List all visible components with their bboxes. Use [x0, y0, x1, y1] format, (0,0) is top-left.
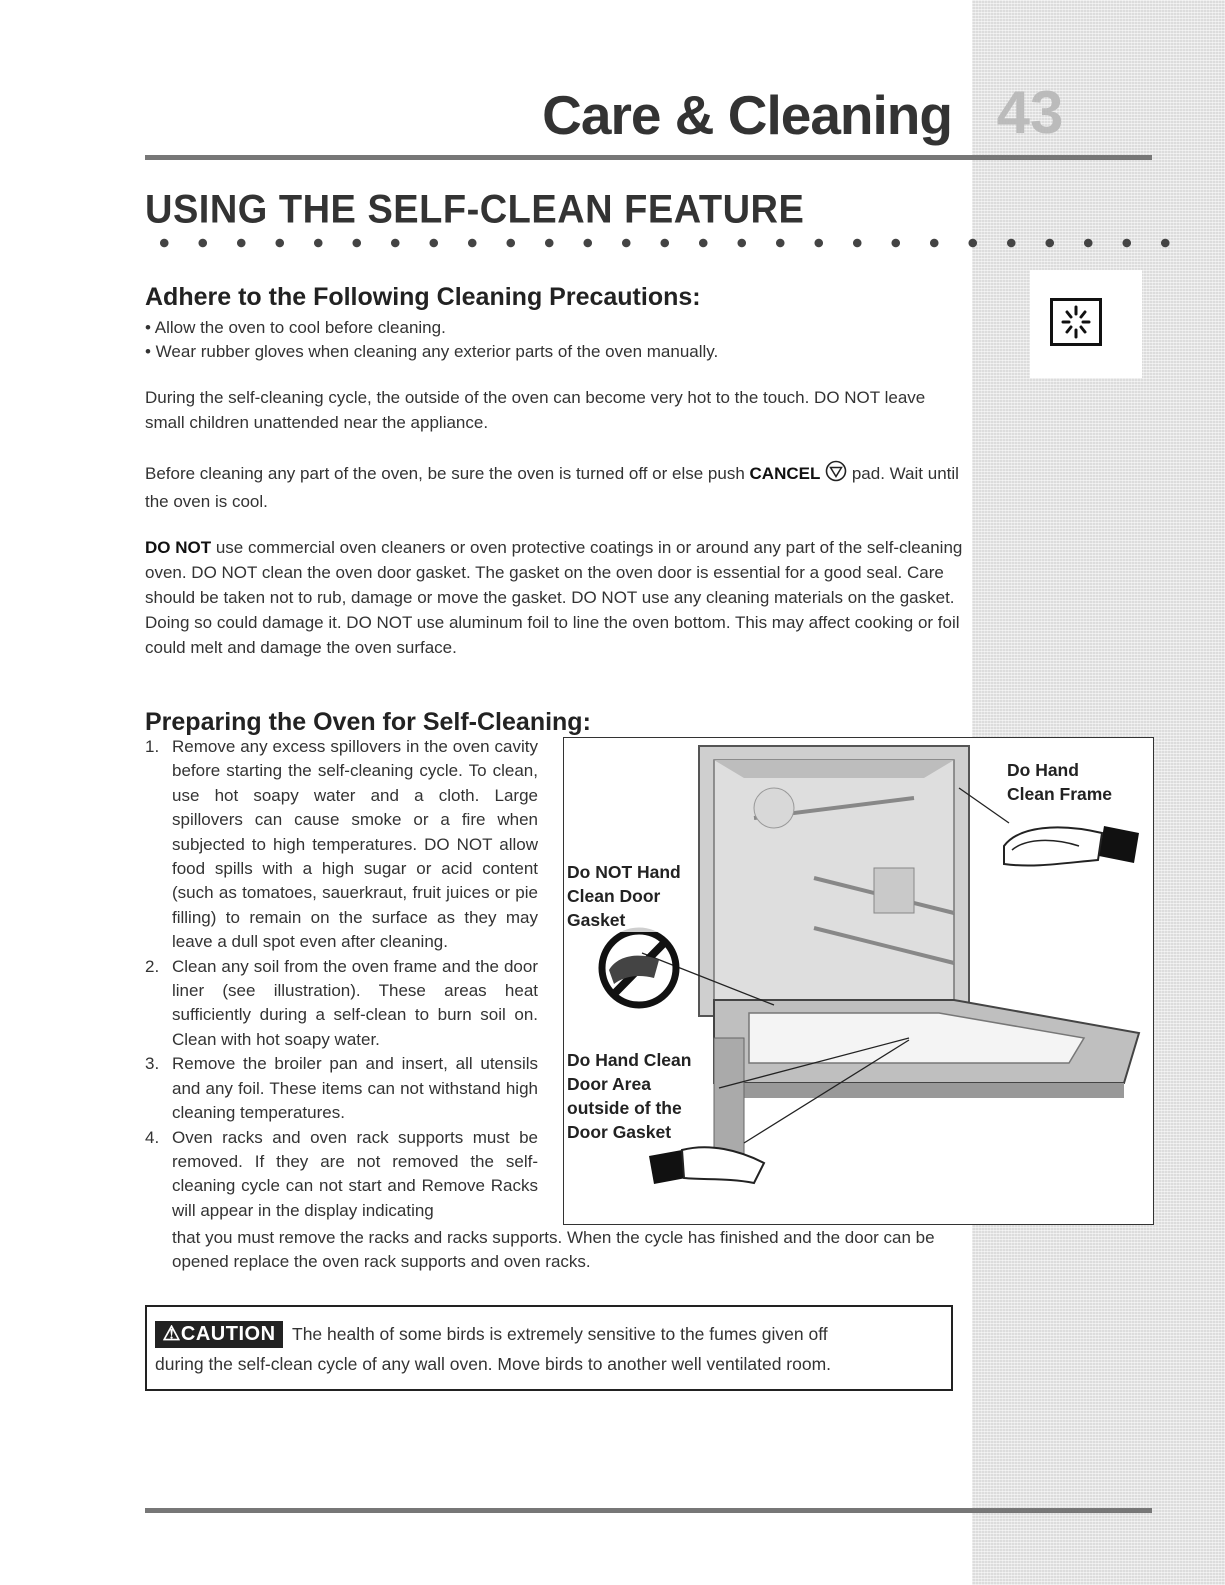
gasket-label-line: Gasket [567, 910, 626, 930]
oven-drawing [564, 738, 1154, 1225]
list-item [145, 1126, 538, 1224]
hot-surface-paragraph: During the self-cleaning cycle, the outside of the oven can become very hot to the touch. DO NOT leave small children unattended near the appliance. [145, 388, 926, 432]
cancel-paragraph [145, 460, 965, 514]
cancel-text-before: Before cleaning any part of the oven, be sure the oven is turned off or else push [145, 463, 750, 483]
gasket-label-line: Clean Door [567, 886, 661, 906]
step-text: Oven racks and oven rack supports must be removed. If they are not removed the self-cleaning cycle can not start and Remove Racks will appear in the display indicating [172, 1127, 538, 1220]
list-item [145, 735, 538, 955]
step-number: 1. [145, 737, 160, 756]
page-title: Care & Cleaning [542, 84, 952, 146]
frame-label [1007, 758, 1112, 806]
preparing-steps-list [145, 735, 538, 1223]
do-not-label: DO NOT [145, 538, 212, 557]
cancel-pad-label: CANCEL [749, 463, 821, 483]
caution-badge [155, 1321, 283, 1348]
step-text: Remove the broiler pan and insert, all utensils and any foil. These items can not withstand high cleaning temperatures. [172, 1054, 538, 1123]
step-number: 2. [145, 956, 160, 976]
precaution-bullet: • Allow the oven to cool before cleaning. [145, 318, 446, 337]
page-number: 43 [996, 79, 1064, 146]
frame-label-line: Clean Frame [1007, 784, 1113, 804]
section-title: USING THE SELF-CLEAN FEATURE [145, 188, 805, 233]
gasket-label [567, 860, 681, 932]
dotted-divider [145, 237, 1175, 249]
door-label-line: Door Gasket [567, 1122, 672, 1142]
step-text: Remove any excess spillovers in the oven cavity before starting the self-cleaning cycle. To clean, use hot soapy water and a cloth. Large spillovers can cause smoke or a fire when subjected to high temperatures. DO NOT allow food spills with a high sugar or acid content (such as tomatoes, sauerkraut, fruit juices or pie filling) to remain on the surface as they may leave a dull spot even after cleaning. [172, 737, 538, 952]
precaution-bullet: • Wear rubber gloves when cleaning any exterior parts of the oven manually. [145, 342, 719, 361]
frame-label-line: Do Hand [1007, 760, 1079, 780]
hand-cloth-icon [649, 1147, 764, 1184]
precautions-heading: Adhere to the Following Cleaning Precautions: [145, 283, 701, 311]
list-item [145, 1052, 538, 1125]
preparing-heading: Preparing the Oven for Self-Cleaning: [145, 708, 591, 736]
door-label-line: Door Area [567, 1074, 651, 1094]
caution-badge-label: CAUTION [180, 1323, 276, 1345]
caution-text: The health of some birds is extremely sensitive to the fumes given off [292, 1324, 828, 1344]
hand-cloth-icon [1004, 826, 1139, 865]
gasket-label-line: Do NOT Hand [567, 862, 681, 882]
door-area-label [567, 1048, 691, 1144]
footer-rule [145, 1508, 1152, 1513]
door-label-line: outside of the [567, 1098, 682, 1118]
caution-box [145, 1305, 953, 1391]
self-clean-icon-box [1030, 270, 1142, 378]
step-number: 4. [145, 1127, 160, 1147]
oven-illustration [563, 737, 1154, 1225]
warning-paragraph [145, 535, 965, 660]
step-continuation: that you must remove the racks and racks supports. When the cycle has finished and the door can be opened replace the oven rack supports and oven racks. [172, 1228, 935, 1272]
list-item [145, 955, 538, 1053]
warning-text: use commercial oven cleaners or oven protective coatings in or around any part of the self-cleaning oven. DO NOT clean the oven door gasket. The gasket on the oven door is essential for a good seal. Care should be taken not to rub, damage or move the gasket. DO NOT use any cleaning materials on the gasket. Doing so could damage it. DO NOT use aluminum foil to line the oven bottom. This may affect cooking or foil could melt and damage the oven surface. [145, 538, 963, 657]
cancel-icon [825, 460, 847, 489]
header-rule [145, 155, 1152, 160]
door-label-line: Do Hand Clean [567, 1050, 692, 1070]
cancel-text-after: pad. Wait until the oven is cool. [145, 463, 959, 511]
step-number: 3. [145, 1054, 160, 1074]
self-clean-icon [1050, 298, 1102, 346]
warning-triangle-icon: ⚠ [162, 1323, 181, 1345]
caution-text: during the self-clean cycle of any wall oven. Move birds to another well ventilated room. [155, 1354, 832, 1374]
prohibited-icon [602, 931, 676, 1005]
step-text: Clean any soil from the oven frame and the door liner (see illustration). These areas heat sufficiently during a self-clean to burn soil on. Clean with hot soapy water. [172, 956, 538, 1049]
